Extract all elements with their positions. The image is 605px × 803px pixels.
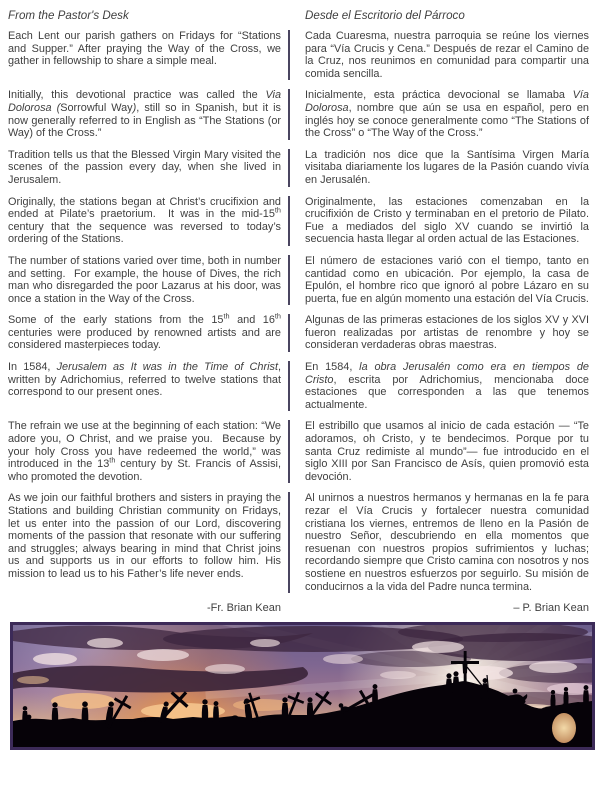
english-paragraph: Some of the early stations from the 15th and 16th centuries were produced by renowned artists and are considered masterpieces today. bbox=[8, 311, 281, 352]
spanish-paragraph: Originalmente, las estaciones comenzaban en la crucifixión de Cristo y terminaban en el pretorio de Pilato. Fue a mediados del siglo XV cuando se invirtió la secuencia hasta llegar al orden actual de las Estaciones. bbox=[305, 195, 589, 246]
paragraph-row bbox=[8, 30, 597, 80]
title-row bbox=[8, 9, 597, 22]
paragraph-row bbox=[8, 361, 597, 411]
spanish-paragraph: El estribillo que usamos al inicio de cada estación — “Te adoramos, oh Cristo, y te bendecimos. Porque por tu santa Cruz redimiste al mundo”— fue introducido en el siglo XIII por San Francisco de Asís, quien promovió esta devoción. bbox=[305, 420, 589, 483]
english-signature: -Fr. Brian Kean bbox=[207, 602, 281, 615]
english-paragraph: Tradition tells us that the Blessed Virgin Mary visited the scenes of the passion every day, when she lived in Jerusalem. bbox=[8, 148, 281, 186]
stations-photo-art bbox=[13, 625, 592, 747]
english-paragraph: As we join our faithful brothers and sisters in praying the Stations and building Christian community on Fridays, let us enter into the passion of our Lord, discovering moments of the passion that resonate with our suffering and struggles; always bearing in mind that Christ joins us and supports us in our efforts to follow him. His mission to lead us to his Father’s life never ends. bbox=[8, 492, 281, 580]
spanish-paragraph: Inicialmente, esta práctica devocional se llamaba Vía Dolorosa, nombre que aún se usa en español, pero en inglés hoy se conoce generalmente como “The Stations of the Cross” o “The Way of the Cross.” bbox=[305, 89, 589, 140]
spanish-column-title: Desde el Escritorio del Párroco bbox=[305, 9, 465, 22]
paragraph-row bbox=[8, 255, 597, 305]
spanish-paragraph: Al unirnos a nuestros hermanos y hermanas en la fe para rezar el Vía Crucis y fortalecer nuestra comunidad cristiana los viernes, entremos de lleno en la Pasión de nuestro Señor, descubriendo en ella momentos que resuenan con nuestros propios sufrimientos y luchas; recordando siempre que Cristo camina con nosotros y nos sostiene en nuestros esfuerzos por seguirlo. Su misión de conducirnos a la vida del Padre nunca termina. bbox=[305, 492, 589, 593]
paragraph-row bbox=[8, 420, 597, 483]
spanish-paragraph: Cada Cuaresma, nuestra parroquia se reúne los viernes para “Vía Crucis y Cena.” Después de rezar el Camino de la Cruz, nos reunimos en comunidad para compartir una comida sencilla. bbox=[305, 30, 589, 80]
english-column-title: From the Pastor's Desk bbox=[8, 9, 129, 22]
stations-photo bbox=[10, 622, 595, 750]
paragraph-row bbox=[8, 149, 597, 187]
english-paragraph: Initially, this devotional practice was called the Via Dolorosa (Sorrowful Way), still so in Spanish, but it is now generally referred to in English as “The Stations (or Way) of the Cross.” bbox=[8, 89, 281, 140]
spanish-signature: – P. Brian Kean bbox=[513, 602, 589, 615]
spanish-paragraph: Algunas de las primeras estaciones de los siglos XV y XVI fueron realizadas por artistas de renombre y hoy se consideran verdaderas obras maestras. bbox=[305, 314, 589, 352]
english-paragraph: The refrain we use at the beginning of each station: “We adore you, O Christ, and we praise you. Because by your holy Cross you have redeemed the world,” was introduced in the 13th century by St. Francis of Assisi, who promoted the devotion. bbox=[8, 420, 281, 483]
english-paragraph: Each Lent our parish gathers on Fridays for “Stations and Supper.” After praying the Way of the Cross, we gather in fellowship to share a simple meal. bbox=[8, 30, 281, 68]
signature-row bbox=[8, 602, 597, 615]
paragraph-row bbox=[8, 311, 597, 352]
spanish-paragraph: La tradición nos dice que la Santísima Virgen María visitaba diariamente los lugares de la Pasión cuando vivía en Jerusalén. bbox=[305, 148, 589, 186]
paragraph-row bbox=[8, 196, 597, 246]
spanish-paragraph: En 1584, la obra Jerusalén como era en tiempos de Cristo, escrita por Adrichomius, mencionaba doce estaciones que corresponden a las que tenemos actualmente. bbox=[305, 361, 589, 411]
english-paragraph: The number of stations varied over time, both in number and setting. For example, the house of Dives, the rich man who disregarded the poor Lazarus at his door, was once a station in the Way of the Cross. bbox=[8, 254, 281, 305]
paragraph-row bbox=[8, 492, 597, 593]
english-paragraph: Originally, the stations began at Christ’s crucifixion and ended at Pilate’s praetorium. It was in the mid-15th century that the sequence was reversed to today’s ordering of the Stations. bbox=[8, 195, 281, 246]
english-paragraph: In 1584, Jerusalem as It was in the Time of Christ, written by Adrichomius, referred to twelve stations that correspond to our present ones. bbox=[8, 361, 282, 399]
spanish-paragraph: El número de estaciones varió con el tiempo, tanto en cantidad como en ubicación. Por ejemplo, la casa de Epulón, el hombre rico que ignoró al pobre Lázaro en su puerta, fue en algún momento una estación del Vía Crucis. bbox=[305, 254, 589, 305]
paragraph-row bbox=[8, 89, 597, 139]
